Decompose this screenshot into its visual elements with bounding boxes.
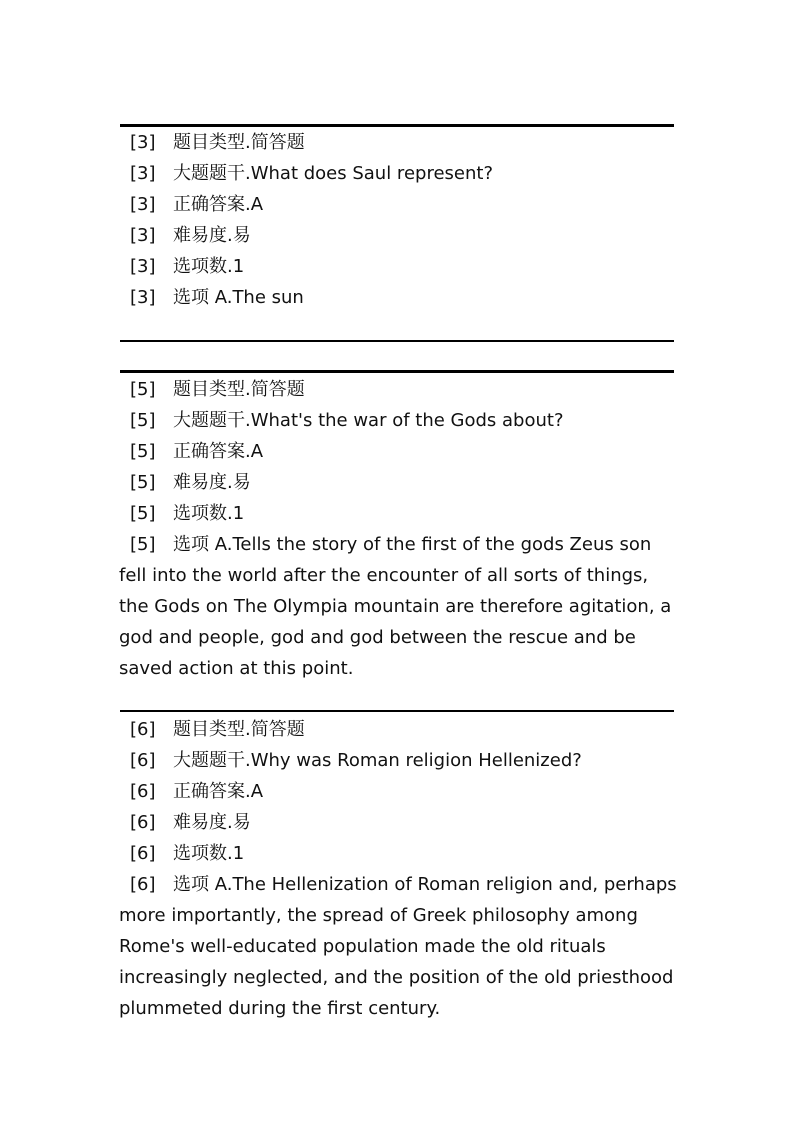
question-type: 题目类型.简答题 bbox=[173, 719, 305, 740]
question-difficulty-line bbox=[119, 807, 679, 838]
question-answer: 正确答案.A bbox=[173, 194, 264, 215]
question-type: 题目类型.简答题 bbox=[173, 379, 305, 400]
question-stem-line bbox=[119, 405, 679, 436]
question-index: [3] bbox=[130, 163, 156, 184]
question-index: [3] bbox=[130, 256, 156, 277]
question-type-line bbox=[119, 714, 679, 745]
question-option-count-line bbox=[119, 251, 679, 282]
question-index: [5] bbox=[130, 534, 156, 555]
question-answer-line bbox=[119, 776, 679, 807]
question-index: [6] bbox=[130, 843, 156, 864]
question-index: [5] bbox=[130, 472, 156, 493]
question-index: [5] bbox=[130, 503, 156, 524]
question-option-a-paragraph bbox=[119, 529, 679, 684]
question-option-a: 选项 A.The Hellenization of Roman religion and, perhaps more importantly, the spread of Greek philosophy among Rome's well-educated population made the old rituals increasingly neglected, and the position of the old priesthood plummeted during the first century. bbox=[119, 874, 677, 1019]
question-type-line bbox=[119, 127, 679, 158]
question-index: [6] bbox=[130, 874, 156, 895]
question-difficulty-line bbox=[119, 467, 679, 498]
question-top-rule bbox=[120, 370, 674, 373]
question-answer-line bbox=[119, 189, 679, 220]
question-option-count: 选项数.1 bbox=[173, 843, 245, 864]
question-answer: 正确答案.A bbox=[173, 781, 264, 802]
question-index: [5] bbox=[130, 441, 156, 462]
question-stem: 大题题干.What's the war of the Gods about? bbox=[173, 410, 564, 431]
question-option-count: 选项数.1 bbox=[173, 503, 245, 524]
question-stem: 大题题干.What does Saul represent? bbox=[173, 163, 493, 184]
question-answer: 正确答案.A bbox=[173, 441, 264, 462]
question-option-count: 选项数.1 bbox=[173, 256, 245, 277]
question-option-count-line bbox=[119, 498, 679, 529]
question-option-count-line bbox=[119, 838, 679, 869]
question-index: [6] bbox=[130, 781, 156, 802]
question-option-a: 选项 A.Tells the story of the first of the gods Zeus son fell into the world after the encounter of all sorts of things, the Gods on The Olympia mountain are therefore agitation, a god and people, god and god between the rescue and be saved action at this point. bbox=[119, 534, 672, 679]
question-stem-line bbox=[119, 158, 679, 189]
question-type: 题目类型.简答题 bbox=[173, 132, 305, 153]
question-stem: 大题题干.Why was Roman religion Hellenized? bbox=[173, 750, 582, 771]
question-type-line bbox=[119, 374, 679, 405]
question-index: [6] bbox=[130, 719, 156, 740]
question-option-a-paragraph bbox=[119, 869, 679, 1024]
question-difficulty: 难易度.易 bbox=[173, 812, 251, 833]
question-stem-line bbox=[119, 745, 679, 776]
question-block-5 bbox=[119, 374, 679, 684]
question-block-6 bbox=[119, 714, 679, 1024]
question-index: [3] bbox=[130, 194, 156, 215]
question-block-3 bbox=[119, 127, 679, 313]
question-top-rule bbox=[120, 710, 674, 712]
question-index: [3] bbox=[130, 132, 156, 153]
question-answer-line bbox=[119, 436, 679, 467]
question-bottom-rule bbox=[120, 340, 674, 342]
question-index: [5] bbox=[130, 410, 156, 431]
question-index: [6] bbox=[130, 812, 156, 833]
question-index: [3] bbox=[130, 225, 156, 246]
question-index: [3] bbox=[130, 287, 156, 308]
question-option-a: 选项 A.The sun bbox=[173, 287, 304, 308]
question-difficulty-line bbox=[119, 220, 679, 251]
question-option-a-line bbox=[119, 282, 679, 313]
question-difficulty: 难易度.易 bbox=[173, 472, 251, 493]
question-index: [6] bbox=[130, 750, 156, 771]
question-index: [5] bbox=[130, 379, 156, 400]
question-difficulty: 难易度.易 bbox=[173, 225, 251, 246]
